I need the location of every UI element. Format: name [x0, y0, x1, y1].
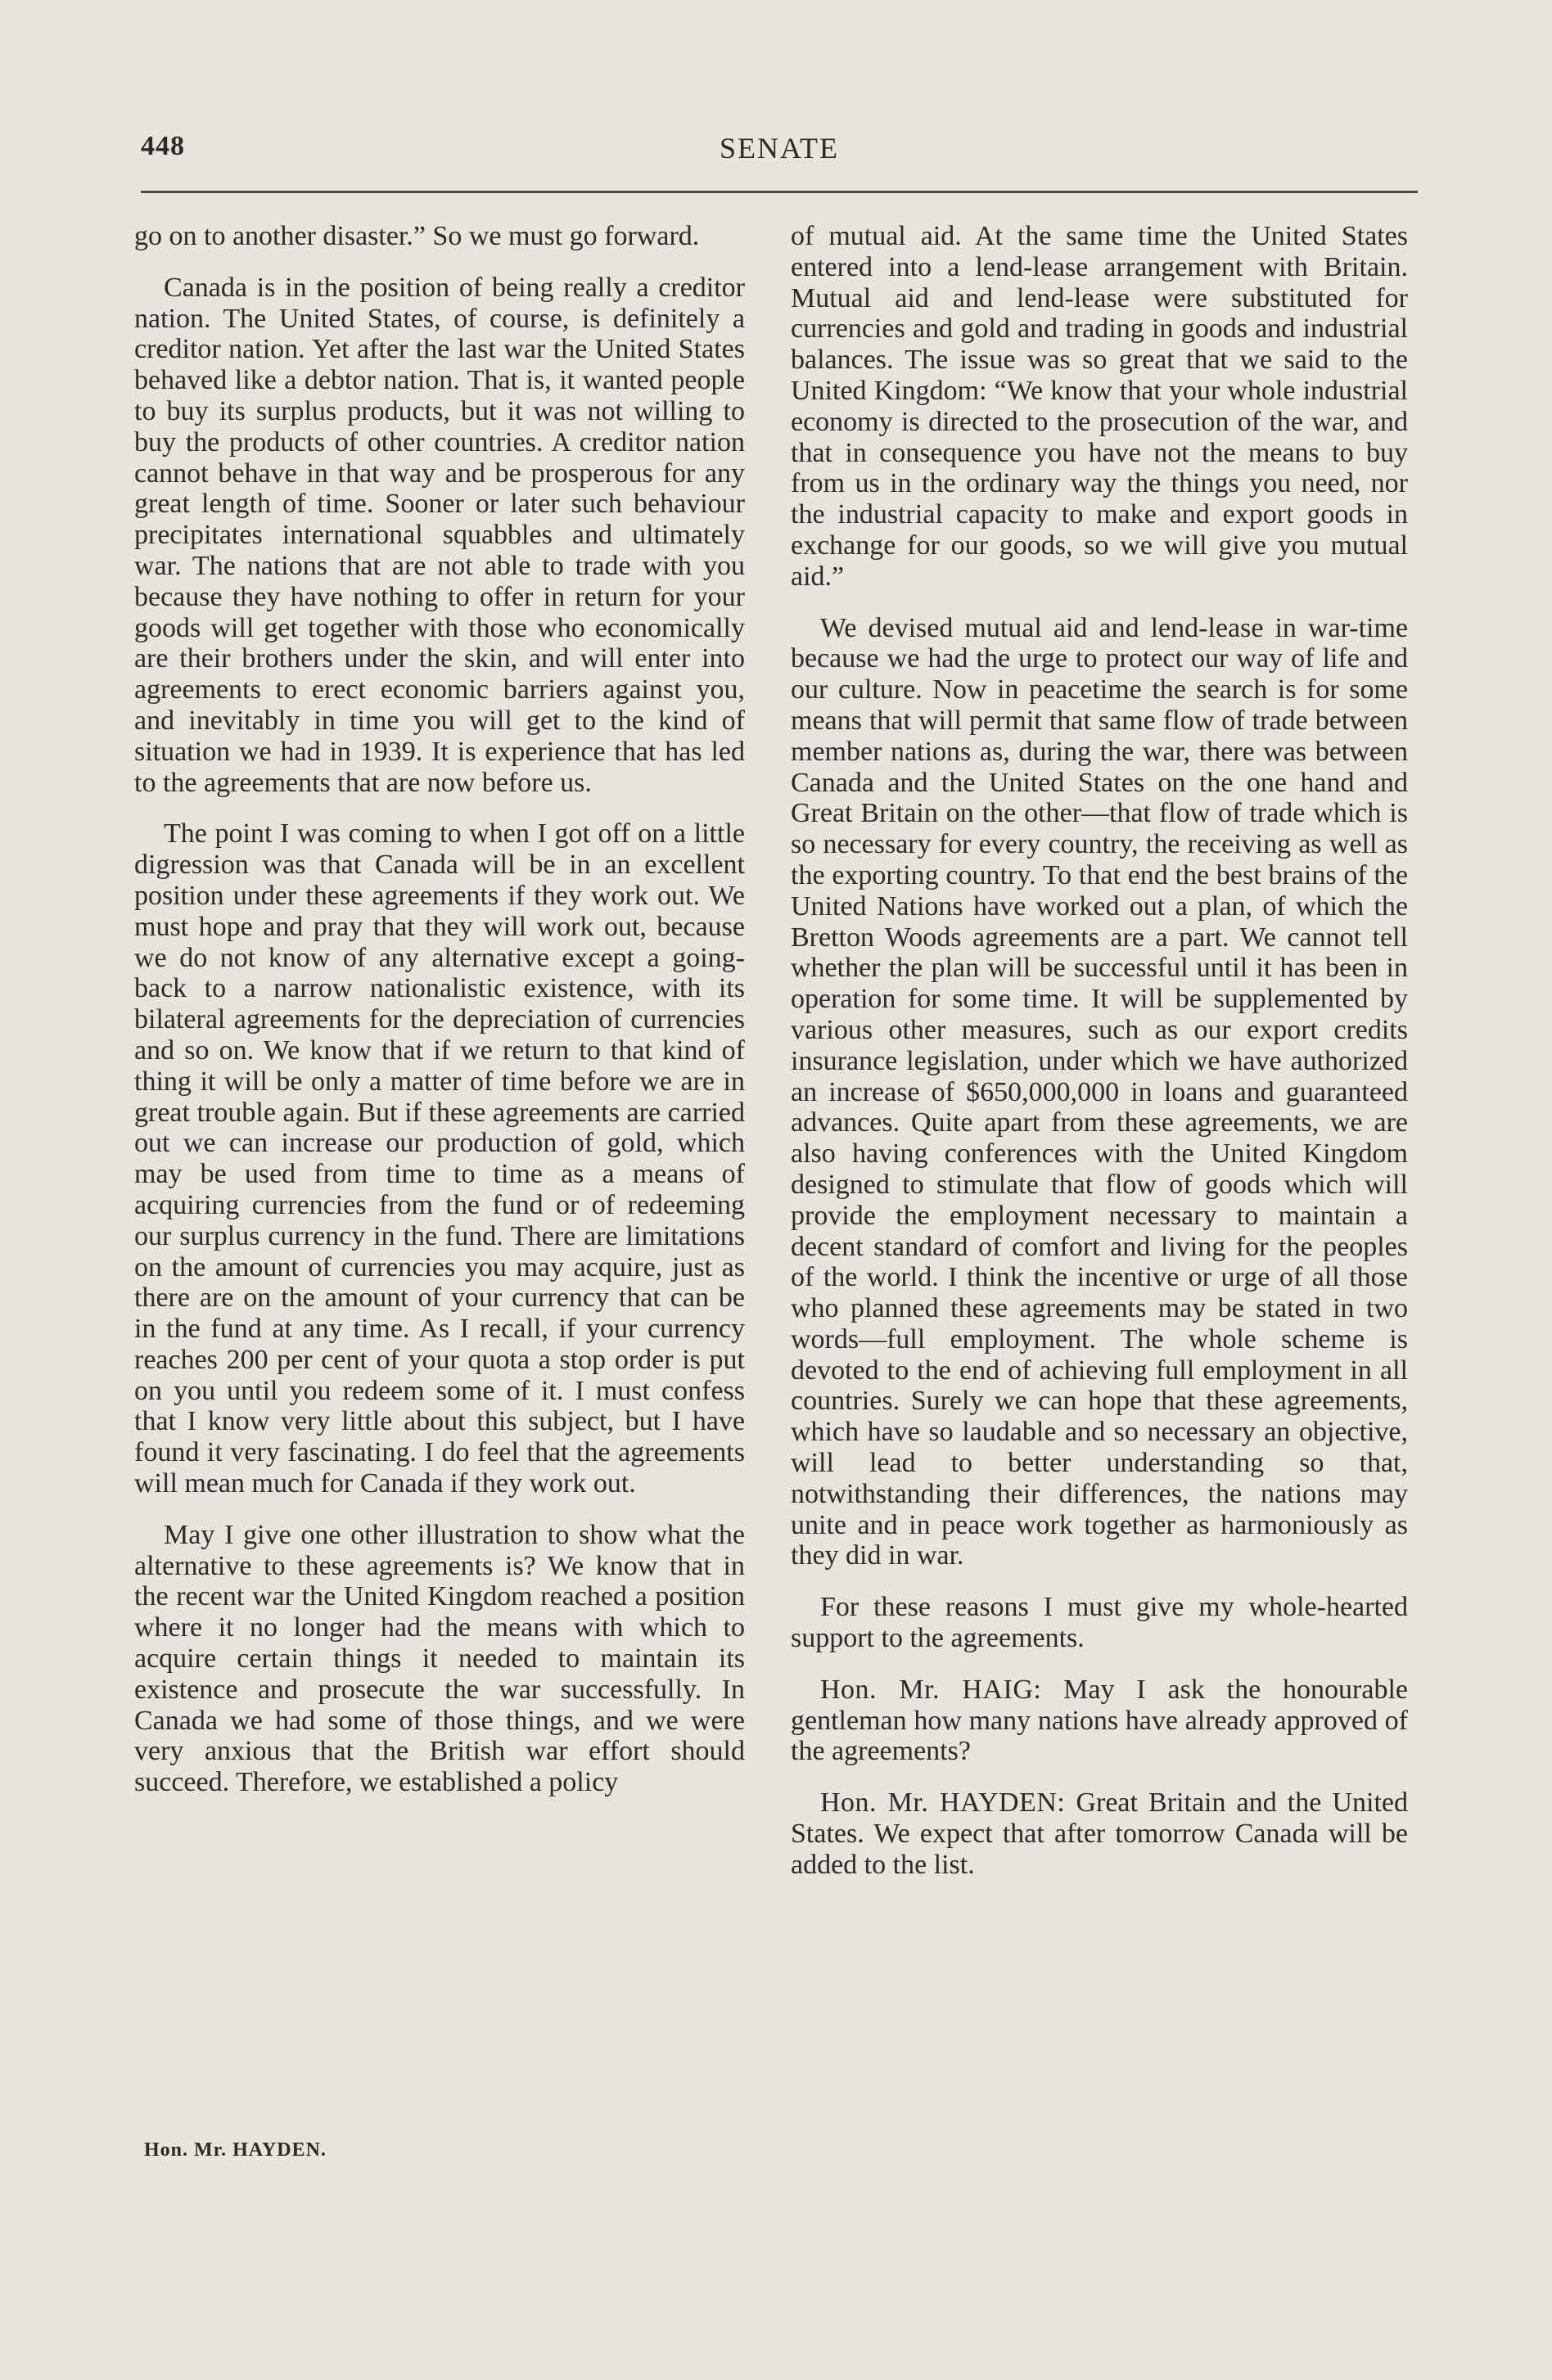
speaker-name: Hon. Mr. HAIG:: [820, 1674, 1042, 1705]
paragraph: Canada is in the position of being really a creditor nation. The United States, of course, is definitely a creditor nation. Yet after the last war the United States behaved like a debtor nation. That is, it wanted people to buy its surplus products, but it was not willing to buy the products of other countries. A creditor nation cannot behave in that way and be prosperous for any great length of time. Sooner or later such behaviour precipitates international squabbles and ultimately war. The nations that are not able to trade with you because they have nothing to offer in return for your goods will get together with those who economically are their brothers under the skin, and will enter into agreements to erect economic barriers against you, and inevitably in time you will get to the kind of situation we had in 1939. It is experience that has led to the agreements that are now before us.: [134, 272, 745, 798]
header-rule: [141, 191, 1418, 193]
paragraph: go on to another disaster.” So we must go forward.: [134, 221, 700, 251]
right-column: [791, 221, 1408, 1901]
page-header: [141, 131, 1418, 183]
paragraph: May I give one other illustration to show what the alternative to these agreements is? We know that in the recent war the United Kingdom reached a position where it no longer had the means with which to acquire certain things it needed to maintain its existence and prosecute the war successfully. In Canada we had some of those things, and we were very anxious that the British war effort should succeed. Therefore, we established a policy: [134, 1519, 745, 1798]
paragraph: For these reasons I must give my whole-hearted support to the agreements.: [791, 1592, 1408, 1654]
footer-speaker-name: Hon. Mr. HAYDEN.: [144, 2139, 327, 2161]
speaker-exchange: [791, 1787, 1408, 1880]
left-column: [134, 221, 745, 1819]
page-number: 448: [141, 131, 185, 161]
speaker-exchange: [791, 1675, 1408, 1767]
running-head: SENATE: [720, 132, 839, 165]
speech-text: May I ask the honourable gentleman how many nations have already approved of the agreements?: [791, 1674, 1408, 1767]
paragraph: The point I was coming to when I got off on a little digression was that Canada will be in an excellent position under these agreements if they work out. We must hope and pray that they will work out, because we do not know of any alternative except a going-back to a narrow nationalistic existence, with its bilateral agreements for the depreciation of currencies and so on. We know that if we return to that kind of thing it will be only a matter of time before we are in great trouble again. But if these agreements are carried out we can increase our production of gold, which may be used from time to time as a means of acquiring currencies from the fund or of redeeming our surplus currency in the fund. There are limitations on the amount of currencies you may acquire, just as there are on the amount of your currency that can be in the fund at any time. As I recall, if your currency reaches 200 per cent of your quota a stop order is put on you until you redeem some of it. I must confess that I know very little about this subject, but I have found it very fascinating. I do feel that the agreements will mean much for Canada if they work out.: [134, 818, 745, 1499]
paragraph: of mutual aid. At the same time the United States entered into a lend-lease arrangement with Britain. Mutual aid and lend-lease were substituted for currencies and gold and trading in goods and industrial balances. The issue was so great that we said to the United Kingdom: “We know that your whole industrial economy is directed to the prosecution of the war, and that in consequence you have not the means to buy from us in the ordinary way the things you need, nor the industrial capacity to make and export goods in exchange for our goods, so we will give you mutual aid.”: [791, 221, 1408, 592]
speaker-name: Hon. Mr. HAYDEN:: [820, 1787, 1066, 1819]
speech-text: Great Britain and the United States. We expect that after tomorrow Canada will be added to the list.: [791, 1787, 1408, 1880]
paragraph: We devised mutual aid and lend-lease in war-time because we had the urge to protect our way of life and our culture. Now in peacetime the search is for some means that will permit that same flow of trade between member nations as, during the war, there was between Canada and the United States on the one hand and Great Britain on the other—that flow of trade which is so necessary for every country, the receiving as well as the exporting country. To that end the best brains of the United Nations have worked out a plan, of which the Bretton Woods agreements are a part. We cannot tell whether the plan will be successful until it has been in operation for some time. It will be supplemented by various other measures, such as our export credits insurance legislation, under which we have authorized an increase of $650,000,000 in loans and guaranteed advances. Quite apart from these agreements, we are also having conferences with the United Kingdom designed to stimulate that flow of goods which will provide the employment necessary to maintain a decent standard of comfort and living for the peoples of the world. I think the incentive or urge of all those who planned these agreements may be stated in two words—full employment. The whole scheme is devoted to the end of achieving full employment in all countries. Surely we can hope that these agreements, which have so laudable and so necessary an objective, will lead to better understanding so that, notwithstanding their differences, the nations may unite and in peace work together as harmoniously as they did in war.: [791, 612, 1408, 1571]
